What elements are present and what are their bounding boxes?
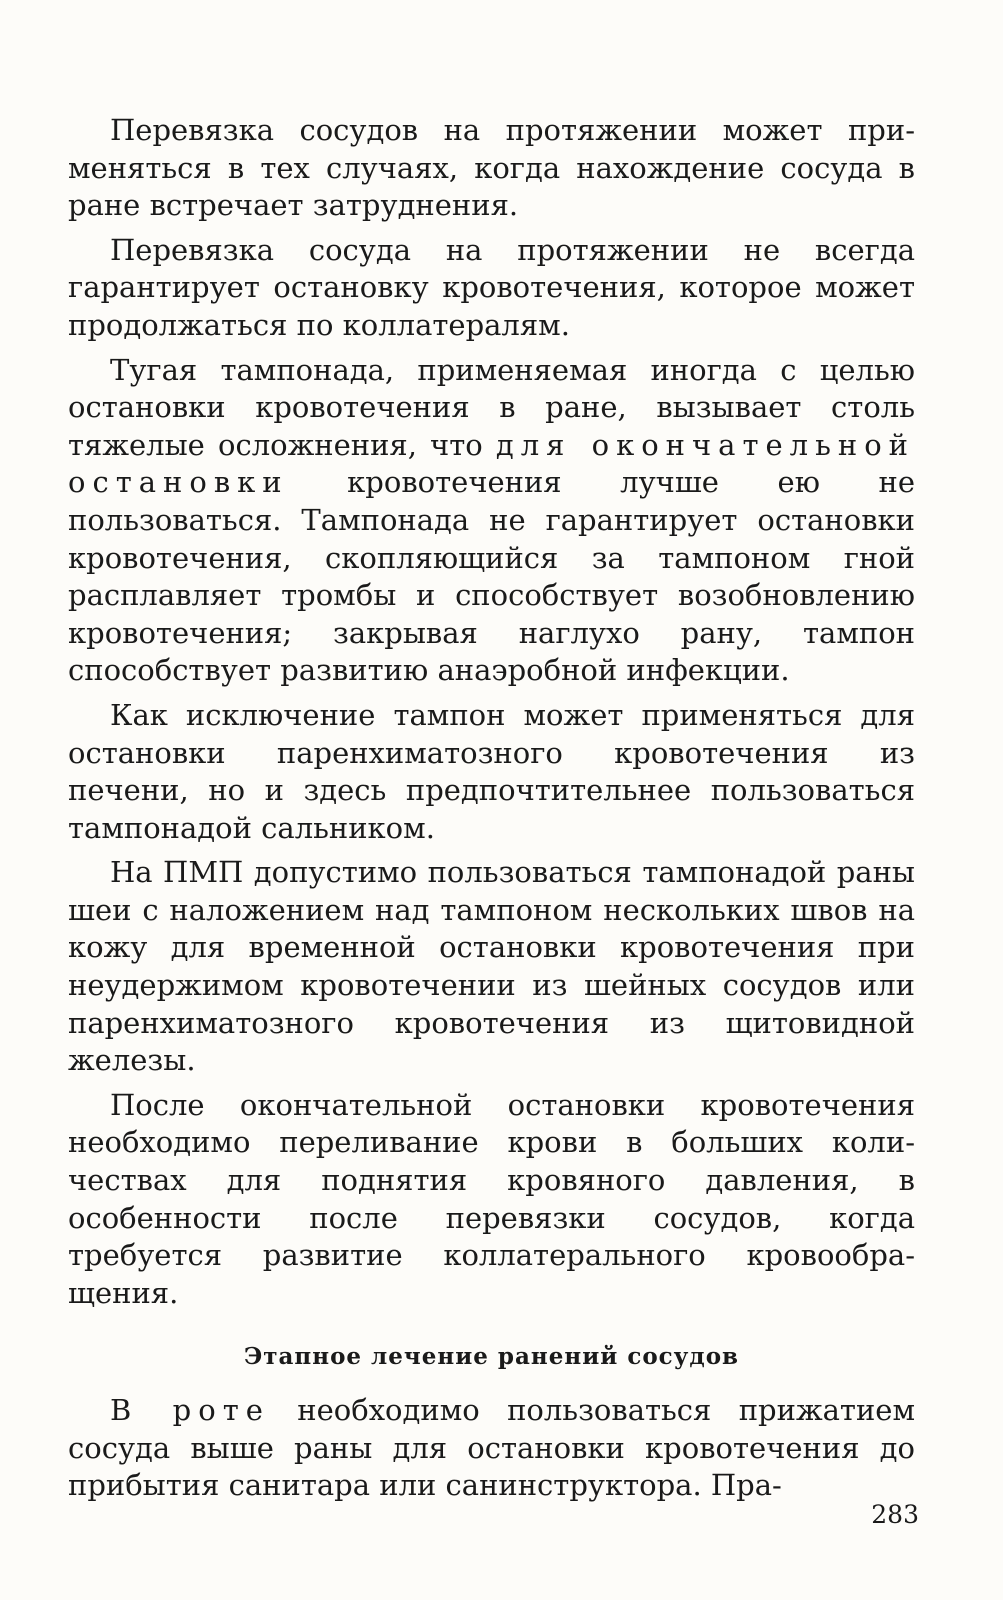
emphasized-word: В роте — [110, 1393, 270, 1427]
paragraph-4: Как исключение тампон может применяться для остановки паренхиматозного кровотечения из печени, но и здесь предпочтительнее пользоваться тампонадой сальником. — [68, 697, 915, 845]
paragraph-1: Перевязка сосудов на протяжении может применяться в тех случаях, когда нахождение сосуда в ране встречает затруднения. — [68, 113, 915, 223]
paragraph-2: Перевязка сосуда на протяжении не всегда гарантирует остановку кровотечения, которое может продолжаться по коллатералям. — [68, 232, 915, 342]
section-heading: Этапное лечение ранений сосудов — [243, 1343, 740, 1371]
emphasized-phrase: для окончательной остановки — [68, 427, 915, 500]
page-body — [68, 112, 915, 1512]
paragraph-3-end: кровотечения лучше ею не пользоваться. Тампонада не гарантирует остановки кровотечения, скопляющийся за тампоном гной расплавляет тромбы и способствует возобновлению кровотечения; закрывая наглухо рану, тампон способствует развитию анаэробной инфекции. — [68, 465, 915, 688]
paragraph-3 — [68, 352, 915, 690]
paragraph-7 — [68, 1392, 915, 1505]
paragraph-3-start: Тугая тампонада, применяемая иногда с целью остановки кровотечения в ране, вызывает столь тяжелые осложнения, что — [68, 352, 915, 462]
paragraph-7-rest: необходимо пользоваться прижатием сосуда выше раны для остановки кровотечения до прибытия санитара или санинструктора. Пра- — [68, 1393, 915, 1503]
paragraph-5: На ПМП допустимо пользоваться тампонадой раны шеи с наложением над тампоном нескольких швов на кожу для временной остановки кровотечения при неудержимом кровотечении из шейных сосудов или паренхиматозного кровотечения из щитовидной железы. — [68, 855, 915, 1078]
paragraph-6: После окончательной остановки кровотечения необходимо переливание крови в больших количествах для поднятия кровяного давления, в особенности после перевязки сосудов, когда требуется развитие коллатерального кровообращения. — [68, 1087, 915, 1310]
page-number: 283 — [871, 1500, 919, 1529]
